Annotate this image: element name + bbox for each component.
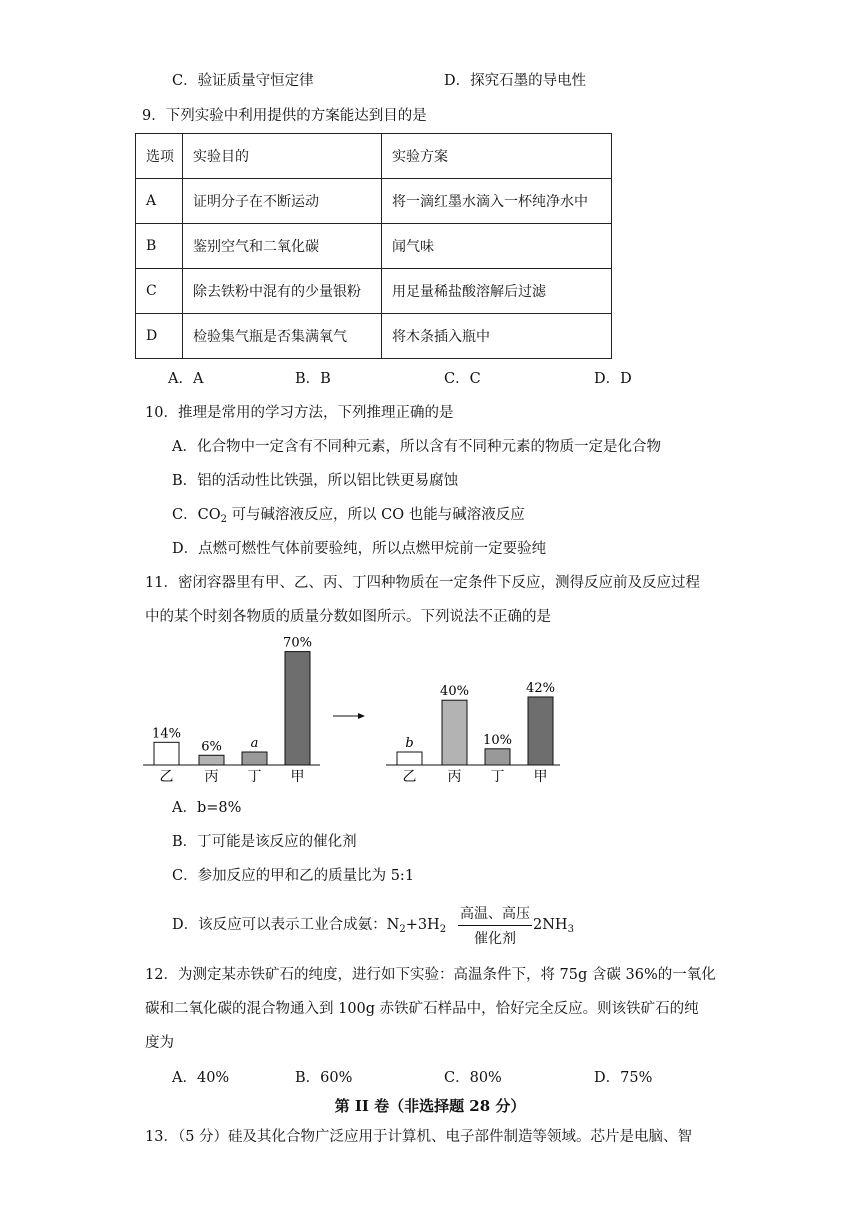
q9-option-a: A．A xyxy=(168,371,204,387)
q11-option-a: A．b=8% xyxy=(172,800,242,816)
q8-option-c: C．验证质量守恒定律 xyxy=(172,73,314,89)
table-cell: 闻气味 xyxy=(382,224,612,269)
table-row xyxy=(136,314,612,359)
q11-option-b: B．丁可能是该反应的催化剂 xyxy=(172,834,357,850)
chart-tick-label: 乙 xyxy=(402,769,417,785)
table-cell: 鉴别空气和二氧化碳 xyxy=(183,224,382,269)
q9-option-c: C．C xyxy=(444,371,481,387)
reaction-condition xyxy=(458,903,532,948)
q9-option-d: D．D xyxy=(594,371,632,387)
table-cell: C xyxy=(136,269,183,314)
q9-table xyxy=(135,133,612,359)
chart-bar xyxy=(199,755,224,765)
reaction-arrow-line xyxy=(458,925,532,926)
q9-stem: 9．下列实验中利用提供的方案能达到目的是 xyxy=(142,108,427,124)
q10-stem: 10．推理是常用的学习方法，下列推理正确的是 xyxy=(145,405,454,421)
q13-line1: 13．（5 分）硅及其化合物广泛应用于计算机、电子部件制造等领域。芯片是电脑、智 xyxy=(145,1129,693,1145)
chart-tick-label: 丁 xyxy=(490,769,505,785)
chart-bar xyxy=(397,752,422,765)
chart-tick-label: 甲 xyxy=(533,769,548,785)
reaction-condition-top: 高温、高压 xyxy=(460,906,530,922)
chart-data-label: a xyxy=(250,736,259,751)
section-title: 第 II 卷（非选择题 28 分） xyxy=(334,1097,526,1115)
table-header-row xyxy=(136,134,612,179)
q11-stem-line2: 中的某个时刻各物质的质量分数如图所示。下列说法不正确的是 xyxy=(145,609,551,625)
table-cell: 除去铁粉中混有的少量银粉 xyxy=(183,269,382,314)
q11-option-c: C．参加反应的甲和乙的质量比为 5:1 xyxy=(172,868,415,884)
table-header-cell: 实验方案 xyxy=(382,134,612,179)
chart-data-label: 40% xyxy=(440,684,469,700)
q11-figure xyxy=(140,635,560,785)
q12-option-b: B．60% xyxy=(295,1070,353,1086)
q11-stem-line1: 11．密闭容器里有甲、乙、丙、丁四种物质在一定条件下反应，测得反应前及反应过程 xyxy=(145,575,700,591)
chart-bar xyxy=(154,742,179,765)
table-cell: 将木条插入瓶中 xyxy=(382,314,612,359)
q12-line2: 碳和二氧化碳的混合物通入到 100g 赤铁矿石样品中，恰好完全反应。则该铁矿石的纯 xyxy=(145,1001,699,1017)
q12-line1: 12．为测定某赤铁矿石的纯度，进行如下实验：高温条件下，将 75g 含碳 36%的一氧化 xyxy=(145,967,716,983)
chart-bar xyxy=(528,697,553,765)
q10-option-b: B．铝的活动性比铁强，所以铝比铁更易腐蚀 xyxy=(172,473,459,489)
chart-tick-label: 丁 xyxy=(247,769,262,785)
table-cell: 将一滴红墨水滴入一杯纯净水中 xyxy=(382,179,612,224)
chart-bar xyxy=(442,700,467,765)
chart-bar xyxy=(242,752,267,765)
table-cell: 证明分子在不断运动 xyxy=(183,179,382,224)
q12-option-d: D．75% xyxy=(594,1070,653,1086)
table-row xyxy=(136,179,612,224)
table-cell: B xyxy=(136,224,183,269)
q12-option-c: C．80% xyxy=(444,1070,502,1086)
q10-option-a: A．化合物中一定含有不同种元素，所以含有不同种元素的物质一定是化合物 xyxy=(172,439,661,455)
chart-before xyxy=(143,636,320,785)
q12-line3: 度为 xyxy=(145,1035,174,1051)
q10-option-c: C．$CO_2$ 可与碱溶液反应，所以 CO 也能与碱溶液反应 xyxy=(172,507,525,525)
q11-option-d: D．该反应可以表示工业合成氨：$N_2+3H_2$ xyxy=(172,917,447,935)
chart-tick-label: 甲 xyxy=(290,769,305,785)
q12-option-a: A．40% xyxy=(172,1070,230,1086)
table-cell: A xyxy=(136,179,183,224)
chart-after xyxy=(386,681,560,785)
table-cell: D xyxy=(136,314,183,359)
chart-data-label: 10% xyxy=(483,732,512,748)
chart-tick-label: 丙 xyxy=(447,769,462,785)
chart-data-label: 70% xyxy=(283,635,312,651)
chart-data-label: b xyxy=(405,736,414,751)
arrow-icon xyxy=(333,713,365,719)
q10-option-d: D．点燃可燃性气体前要验纯，所以点燃甲烷前一定要验纯 xyxy=(172,541,547,557)
chart-bar xyxy=(485,749,510,765)
chart-data-label: 42% xyxy=(526,680,555,696)
table-header-cell: 实验目的 xyxy=(183,134,382,179)
chart-data-label: 14% xyxy=(152,726,181,742)
chart-tick-label: 乙 xyxy=(159,769,174,785)
q8-option-d: D．探究石墨的导电性 xyxy=(444,73,587,89)
reaction-condition-bottom: 催化剂 xyxy=(474,931,516,947)
table-cell: 检验集气瓶是否集满氧气 xyxy=(183,314,382,359)
table-header-cell: 选项 xyxy=(136,134,183,179)
q9-option-b: B．B xyxy=(295,371,331,387)
chart-bar xyxy=(285,652,310,765)
table-row xyxy=(136,224,612,269)
table-cell: 用足量稀盐酸溶解后过滤 xyxy=(382,269,612,314)
table-row xyxy=(136,269,612,314)
q11-option-d-product: $2NH_3$ xyxy=(533,917,574,935)
chart-tick-label: 丙 xyxy=(204,769,219,785)
chart-data-label: 6% xyxy=(201,739,222,755)
